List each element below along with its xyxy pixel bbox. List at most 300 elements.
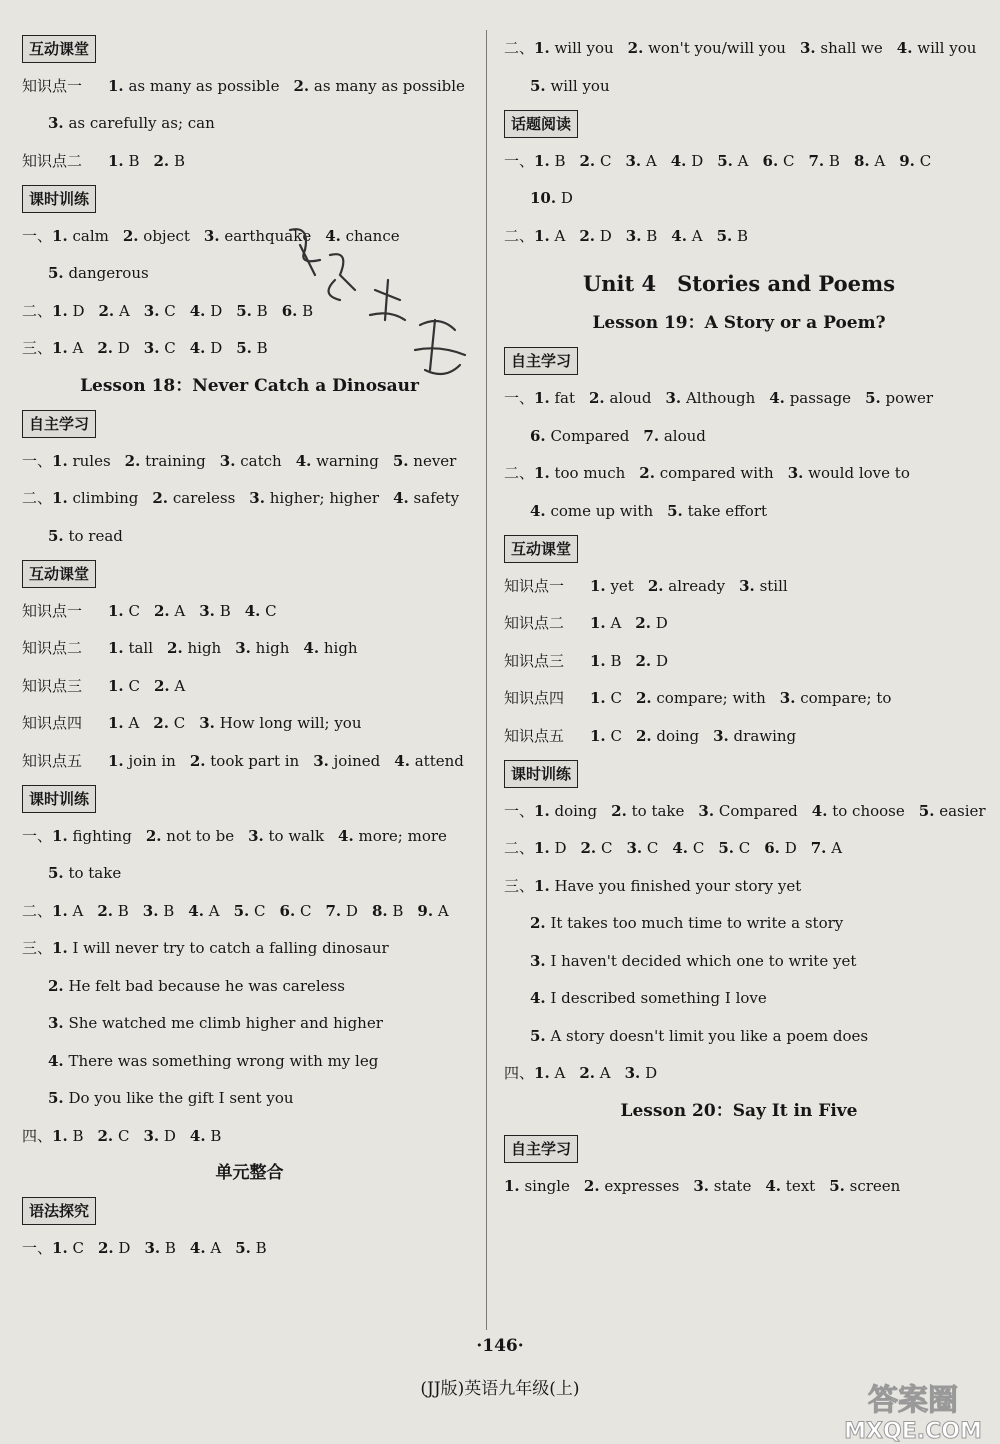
answer-item [144, 302, 176, 320]
answer-item [154, 602, 185, 620]
answer-item [144, 1239, 175, 1257]
item-number: 5. [530, 1026, 546, 1045]
answer-item [534, 839, 566, 857]
item-number: 5. [530, 76, 546, 95]
row-label: 知识点五 [504, 726, 565, 745]
answer-row [22, 143, 477, 181]
item-answer: take effort [687, 501, 768, 520]
item-answer: D [118, 1239, 131, 1257]
section-box: 课时训练 [504, 760, 578, 788]
item-number: 8. [371, 901, 388, 920]
answer-item [372, 902, 403, 920]
item-number: 2. [124, 451, 141, 470]
item-answer: B [828, 151, 840, 170]
row-label: 知识点二 [22, 151, 83, 170]
answer-item [153, 152, 184, 170]
item-answer: shall we [820, 39, 883, 57]
item-number: 3. [625, 151, 642, 170]
answer-row [22, 818, 477, 856]
item-answer: There was something wrong with my leg [68, 1051, 379, 1070]
item-answer: B [164, 1239, 176, 1257]
section-box: 语法探究 [22, 1197, 96, 1225]
item-answer: took part in [210, 751, 300, 770]
row-label: 知识点三 [504, 651, 565, 670]
answer-item [146, 827, 234, 845]
answer-row [22, 930, 477, 968]
item-number: 1. [108, 151, 124, 170]
answer-item [667, 502, 767, 520]
answer-item [293, 77, 464, 95]
item-answer: Have you finished your story yet [554, 876, 802, 895]
item-number: 1. [52, 826, 68, 845]
answer-row [22, 443, 477, 481]
answer-row [504, 180, 974, 218]
item-answer: to read [68, 526, 123, 545]
item-number: 2. [97, 901, 113, 920]
item-number: 1. [108, 751, 124, 770]
item-number: 1. [108, 639, 124, 657]
answer-item [52, 902, 83, 920]
item-number: 1. [590, 614, 606, 632]
item-number: 3. [143, 339, 160, 357]
item-answer: A [645, 151, 657, 170]
item-answer: won't you/will you [648, 39, 786, 57]
item-answer: A [437, 901, 449, 920]
item-number: 4. [765, 1176, 782, 1195]
item-number: 5. [667, 501, 683, 520]
answer-item [144, 339, 176, 357]
answer-item [167, 639, 221, 657]
item-number: 2. [579, 226, 595, 245]
item-answer: high [323, 639, 358, 657]
answer-item [108, 639, 153, 657]
answer-item [590, 652, 621, 670]
item-answer: D [655, 614, 668, 632]
answer-item [625, 152, 656, 170]
item-answer: B [163, 901, 175, 920]
answer-row [504, 793, 986, 831]
answer-item [919, 802, 986, 820]
answer-item [635, 614, 667, 632]
page-number: ·146· [476, 1336, 524, 1356]
item-number: 1. [534, 876, 550, 895]
item-number: 1. [534, 464, 550, 482]
item-answer: D [599, 226, 612, 245]
answer-item [698, 802, 797, 820]
answer-item [808, 152, 839, 170]
row-label: 一、 [22, 1239, 53, 1257]
answer-item [800, 39, 883, 57]
item-number: 5. [48, 864, 64, 882]
item-number: 3. [698, 801, 715, 820]
item-number: 5. [718, 839, 734, 857]
answer-item [584, 1177, 679, 1195]
answer-item [625, 1064, 657, 1082]
answer-row [22, 968, 477, 1006]
item-answer: joined [333, 751, 381, 770]
answer-row [504, 143, 974, 181]
item-answer: B [302, 301, 314, 320]
unit-title: Unit 4 Stories and Poems [582, 271, 896, 296]
item-number: 4. [530, 989, 546, 1007]
item-answer: I will never try to catch a falling dinosaur [72, 939, 389, 957]
item-answer: D [210, 339, 223, 357]
item-number: 1. [534, 1064, 550, 1082]
item-answer: How long will; you [219, 714, 362, 732]
answer-item [48, 864, 121, 882]
item-answer: C [599, 151, 612, 170]
answer-row [22, 705, 477, 743]
item-number: 2. [97, 1126, 114, 1145]
item-number: 2. [627, 39, 644, 57]
item-answer: C [265, 601, 277, 620]
answer-item [534, 802, 597, 820]
answer-item [125, 452, 206, 470]
item-number: 2. [530, 914, 546, 932]
item-number: 1. [534, 226, 550, 245]
item-answer: I haven't decided which one to write yet [550, 951, 857, 970]
item-answer: C [164, 339, 176, 357]
item-answer: A [128, 714, 140, 732]
item-answer: chance [345, 226, 400, 245]
answer-item [530, 989, 767, 1007]
answer-item [52, 827, 132, 845]
answer-row [22, 1080, 477, 1118]
item-number: 2. [293, 76, 310, 95]
answer-item [394, 752, 464, 770]
item-number: 3. [626, 839, 643, 857]
item-number: 2. [145, 826, 162, 845]
left-column [22, 30, 477, 1268]
answer-item [99, 302, 130, 320]
row-label: 知识点二 [22, 639, 83, 657]
item-number: 3. [787, 464, 804, 482]
item-answer: dangerous [68, 264, 149, 282]
item-answer: join in [128, 751, 176, 770]
answer-row [504, 418, 974, 456]
answer-item [338, 827, 447, 845]
item-number: 4. [671, 226, 687, 245]
answer-item [534, 1064, 565, 1082]
item-answer: A [208, 901, 220, 920]
item-number: 1. [590, 651, 606, 670]
answer-item [636, 727, 699, 745]
item-number: 2. [647, 576, 664, 595]
answer-item [590, 614, 621, 632]
item-answer: tall [128, 639, 154, 657]
row-label: 知识点一 [22, 76, 83, 95]
item-number: 2. [589, 389, 605, 407]
item-number: 4. [303, 639, 320, 657]
item-answer: high [255, 639, 290, 657]
item-number: 6. [764, 839, 780, 857]
answer-row [22, 105, 477, 143]
item-answer: C [919, 151, 932, 170]
item-number: 6. [279, 901, 296, 920]
answer-item [190, 1127, 221, 1145]
section-box: 课时训练 [22, 185, 96, 213]
item-answer: as many as possible [313, 76, 465, 95]
item-answer: aloud [663, 426, 706, 445]
item-number: 4. [244, 601, 261, 620]
item-number: 2. [153, 151, 170, 170]
item-answer: easier [939, 801, 986, 820]
section-box: 话题阅读 [504, 110, 578, 138]
answer-item [280, 902, 312, 920]
row-label: 二、 [22, 301, 53, 320]
item-number: 1. [534, 151, 550, 170]
row-label: 三、 [504, 876, 535, 895]
answer-item [52, 1239, 84, 1257]
item-number: 3. [142, 901, 159, 920]
row-label: 知识点三 [22, 676, 83, 695]
item-answer: C [610, 726, 622, 745]
item-number: 2. [635, 726, 652, 745]
item-number: 3. [235, 639, 251, 657]
answer-item [671, 227, 702, 245]
answer-row [504, 605, 974, 643]
answer-item [579, 1064, 610, 1082]
item-number: 5. [236, 339, 252, 357]
item-answer: doing [656, 726, 700, 745]
answer-item [530, 189, 573, 207]
item-number: 3. [219, 451, 236, 470]
item-answer: B [610, 651, 622, 670]
answer-item [154, 677, 185, 695]
item-answer: passage [789, 389, 852, 407]
item-answer: high [187, 639, 222, 657]
item-number: 1. [108, 76, 124, 95]
item-number: 3. [248, 826, 264, 845]
answer-item [590, 689, 622, 707]
item-answer: would love to [808, 464, 910, 482]
section-box-line [504, 105, 974, 143]
answer-item [590, 727, 622, 745]
answer-item [763, 152, 795, 170]
item-number: 2. [97, 339, 113, 357]
item-answer: B [117, 901, 129, 920]
item-number: 1. [590, 576, 606, 595]
item-answer: A story doesn't limit you like a poem does [550, 1026, 869, 1045]
item-answer: object [143, 226, 190, 245]
answer-row [504, 643, 974, 681]
item-number: 5. [717, 151, 733, 170]
item-answer: A [554, 226, 566, 245]
item-answer: warning [316, 451, 379, 470]
answer-item [188, 902, 219, 920]
answer-item [693, 1177, 751, 1195]
item-number: 4. [189, 301, 206, 320]
item-number: 5. [829, 1176, 845, 1195]
answer-item [865, 389, 933, 407]
item-number: 3. [713, 726, 729, 745]
answer-item [48, 977, 345, 995]
answer-item [530, 952, 856, 970]
row-label: 知识点二 [504, 614, 565, 632]
column-divider [486, 30, 487, 1330]
answer-item [52, 302, 84, 320]
section-box-line [22, 405, 477, 443]
item-number: 1. [52, 1126, 68, 1145]
answer-item [643, 427, 706, 445]
item-answer: Do you like the gift I sent you [68, 1089, 294, 1107]
item-number: 5. [918, 801, 935, 820]
row-label: 知识点四 [22, 714, 83, 732]
answer-item [190, 752, 299, 770]
answer-item [313, 752, 380, 770]
item-answer: D [645, 1064, 658, 1082]
row-label: 二、 [22, 489, 53, 507]
book-title: (JJ版)英语九年级(上) [420, 1379, 580, 1399]
answer-item [52, 1127, 83, 1145]
answer-item [236, 339, 267, 357]
answer-item [52, 227, 109, 245]
answer-item [628, 39, 786, 57]
answer-item [248, 827, 324, 845]
item-number: 1. [52, 1239, 68, 1257]
item-number: 2. [153, 601, 170, 620]
answer-item [393, 452, 457, 470]
item-answer: already [668, 576, 726, 595]
row-label: 二、 [504, 39, 535, 57]
item-number: 4. [530, 501, 546, 520]
answer-item [648, 577, 725, 595]
section-box-line [22, 780, 477, 818]
item-answer: A [554, 1064, 566, 1082]
item-answer: A [737, 151, 749, 170]
item-number: 3. [143, 1126, 160, 1145]
item-answer: D [560, 189, 573, 207]
item-answer: compare; with [656, 689, 766, 707]
answer-item [190, 302, 222, 320]
answer-item [530, 914, 843, 932]
answer-row [504, 568, 974, 606]
item-answer: power [885, 389, 934, 407]
item-number: 5. [48, 264, 64, 282]
answer-item [52, 452, 111, 470]
item-number: 2. [98, 301, 115, 320]
item-number: 4. [325, 226, 341, 245]
item-answer: to choose [832, 801, 905, 820]
section-box-line [22, 30, 477, 68]
answer-item [899, 152, 931, 170]
item-answer: compared with [659, 464, 774, 482]
item-answer: D [655, 651, 668, 670]
answer-item [666, 389, 756, 407]
item-answer: A [610, 614, 622, 632]
item-number: 4. [189, 339, 206, 357]
item-number: 3. [249, 489, 265, 507]
item-number: 3. [530, 951, 546, 970]
item-number: 5. [48, 1089, 64, 1107]
item-answer: B [255, 1239, 267, 1257]
section-box-line [504, 755, 974, 793]
item-answer: C [254, 901, 266, 920]
item-answer: doing [554, 801, 598, 820]
item-number: 2. [583, 1176, 600, 1195]
item-answer: text [785, 1176, 816, 1195]
item-number: 1. [504, 1176, 520, 1195]
row-label: 二、 [504, 226, 535, 245]
answer-item [580, 152, 612, 170]
answer-item [589, 389, 652, 407]
item-number: 3. [48, 114, 64, 132]
item-number: 7. [325, 901, 342, 920]
item-answer: C [164, 301, 176, 320]
row-label: 一、 [22, 826, 53, 845]
item-answer: more; more [358, 826, 447, 845]
item-number: 2. [152, 489, 169, 507]
answer-item [235, 639, 289, 657]
row-label: 知识点一 [504, 576, 565, 595]
answer-item [812, 802, 905, 820]
item-answer: A [72, 339, 84, 357]
item-answer: A [118, 301, 130, 320]
item-answer: attend [414, 751, 464, 770]
answer-item [769, 389, 851, 407]
item-number: 4. [394, 751, 410, 770]
item-answer: C [692, 839, 705, 857]
watermark-top: 答案圈 [868, 1383, 958, 1418]
answer-item [52, 339, 83, 357]
answer-row [22, 1230, 477, 1268]
answer-item [764, 839, 796, 857]
item-number: 5. [236, 301, 252, 320]
item-number: 2. [122, 226, 139, 245]
item-number: 6. [762, 151, 779, 170]
handwritten-scribble [280, 220, 480, 390]
item-number: 2. [639, 464, 655, 482]
answer-item [143, 1127, 175, 1145]
item-answer: C [173, 714, 186, 732]
answer-item [897, 39, 977, 57]
row-label: 一、 [22, 451, 53, 470]
answer-row [22, 593, 477, 631]
answer-item [245, 602, 277, 620]
item-number: 2. [579, 151, 596, 170]
answer-row [504, 830, 974, 868]
item-answer: B [210, 1126, 222, 1145]
item-number: 1. [534, 839, 550, 857]
item-number: 2. [189, 751, 206, 770]
answer-row [22, 893, 477, 931]
item-answer: Although [685, 389, 756, 407]
item-number: 3. [739, 576, 755, 595]
item-answer: climbing [72, 489, 139, 507]
item-answer: She watched me climb higher and higher [68, 1014, 383, 1032]
item-number: 5. [233, 901, 250, 920]
row-label: 一、 [504, 151, 535, 170]
answer-item [581, 839, 613, 857]
item-number: 2. [635, 651, 652, 670]
answer-item [236, 302, 267, 320]
section-box: 课时训练 [22, 785, 96, 813]
answer-item [249, 489, 379, 507]
item-answer: aloud [609, 389, 652, 407]
item-answer: C [72, 1239, 84, 1257]
item-number: 2. [153, 714, 169, 732]
item-number: 7. [808, 151, 825, 170]
answer-item [325, 902, 357, 920]
item-answer: C [299, 901, 312, 920]
item-number: 3. [144, 1239, 161, 1257]
answer-row [22, 518, 477, 556]
item-answer: A [210, 1239, 222, 1257]
answer-item [48, 1089, 294, 1107]
item-answer: to take [68, 864, 122, 882]
item-answer: B [392, 901, 404, 920]
answer-item [48, 114, 215, 132]
